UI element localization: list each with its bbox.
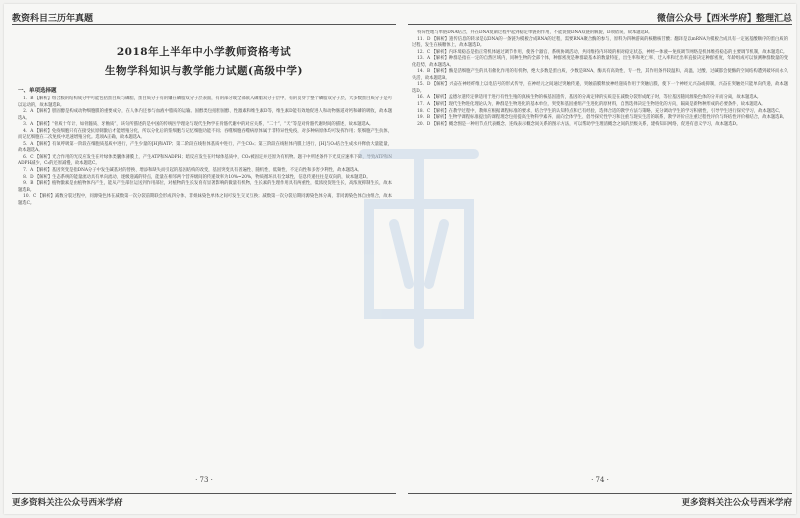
document-spread: [4, 4, 796, 514]
answer-paragraph: 12．C 【解析】内环境稳态是指正常机体通过调节作用，使各个器官、系统协调活动，共同维持内环境的相对稳定状态，神经—体液—免疫调节网络是机体维持稳态的主要调节机制，故本题选C。: [417, 49, 788, 55]
answer-paragraph: 11．D 【解析】遗传信息的转录是以DNA的一条链为模板合成RNA的过程，需要RNA聚合酶的参与，原料为四种游离的核糖核苷酸；翻译是以mRNA为模板合成具有一定氨基酸顺序的蛋白质的过程，发生在核糖体上，故本题选D。: [412, 36, 788, 49]
answer-paragraph: 2．A 【解析】胆固醇是构成动物细胞膜的重要成分，在人体内还参与血液中脂质的运输。固醇类包括胆固醇、性激素和维生素D等，维生素D能有效地促进人和动物肠道对钙和磷的吸收，故本题选A。: [18, 109, 392, 121]
left-page-number: · 73 ·: [195, 476, 213, 484]
answer-paragraph: 3．A 【解析】“骨质十年计、如骨髓质、牙釉质”，该句所描述的是中国的传统医学理论与现代生物学在骨骼代谢中的对应关系，“二十”、“天”等是对骨骼代谢时间的描述，故本题选A。: [23, 122, 374, 128]
right-page-header: [408, 10, 792, 25]
answer-paragraph: 20．D 【解析】概念图是一种用节点代表概念、连线表示概念间关系的图示方法，可以帮助学生理清概念之间的层级关系，建构知识网络，促进有意义学习，故本题选D。: [417, 121, 741, 127]
answer-paragraph: 8．D 【解析】生态系统的能量流动具有单向流动、逐级递减的特点，能量在相邻两个营养级间的传递效率为10%~20%，物质循环具有全球性，信息传递往往是双向的，故本题选D。: [23, 174, 371, 180]
left-page-header: [12, 10, 396, 25]
header-right-text: 微信公众号【西米学府】整理汇总: [656, 14, 792, 24]
exam-title-block: [12, 44, 396, 78]
footer-right-text: 更多资料关注公众号西米学府: [681, 498, 792, 508]
left-page-footer: [12, 493, 396, 508]
answer-paragraph: 7．A 【解析】基因突变是指DNA分子中发生碱基对的替换、增添和缺失而引起的基因结构的改变，基因突变具有普遍性、随机性、低频性、不定向性和多害少利性，故本题选A。: [23, 168, 362, 174]
answer-paragraph: 6．C 【解析】光合作用的光反应发生在叶绿体类囊体薄膜上，产生ATP和NADPH；暗反应发生在叶绿体基质中，CO₂被固定并还原为有机物。题干中所述条件下光反应速率下降，导致ATP和NADPH减少，C₃的还原减慢，故本题选C。: [18, 154, 392, 167]
answer-paragraph: 10．C 【解析】减数分裂过程中，同源染色体在减数第一次分裂前期联会形成四分体，非姐妹染色单体之间可发生交叉互换；减数第一次分裂后期同源染色体分离，非同源染色体自由组合，故本题选C。: [18, 194, 392, 206]
answer-paragraph: 1．B 【解析】组合膜的结构成分中可能包括蛋白质与磷脂，蛋白质分子有的镶在磷脂双分子层表面，有的部分或全部嵌入磷脂双分子层中，有的贯穿于整个磷脂双分子层，大多数蛋白质分子是可以运动的，故本题选B。: [18, 96, 392, 108]
answer-paragraph: 4．A 【解析】免疫细胞只有在接受抗原刺激后才能增殖分化，所以分化后的浆细胞与记忆细胞功能不同；吞噬细胞吞噬病原体属于非特异性免疫，对多种病原体均可发挥作用；浆细胞产生抗体，而记忆细胞在二次免疫中迅速增殖分化。选项A正确，故本题选A。: [18, 128, 392, 141]
right-page-body: [412, 30, 788, 470]
right-page-number: · 74 ·: [591, 476, 609, 484]
exam-title-line2: 生物学科知识与教学能力试题(高级中学): [105, 65, 303, 77]
answer-paragraph: 16．A 【解析】孟德尔遗传定律适用于进行有性生殖的真核生物的核基因遗传，基因的分离定律的实质是在减数分裂形成配子时，等位基因随同源染色体的分开而分离，故本题选A。: [417, 95, 762, 101]
answer-paragraph: 19．B 【解析】生物学课程标准提出的课程理念包括提高生物科学素养、面向全体学生、倡导探究性学习和注重与现实生活的联系，教学评价应注重过程性评价与终结性评价相结合，故本题选B。: [417, 115, 787, 121]
answer-paragraph: 13．A 【解析】种群是指在一定的自然区域内，同种生物的全部个体，种群密度是种群最基本的数量特征，出生率和死亡率、迁入率和迁出率直接决定种群密度，年龄组成可以预测种群数量的变化趋势，故本题选A。: [412, 56, 788, 68]
footer-left-text: 更多资料关注公众号西米学府: [12, 498, 123, 508]
answer-paragraph: 17．A 【解析】现代生物进化理论认为，种群是生物进化的基本单位，突变和基因重组产生进化的原材料，自然选择决定生物进化的方向，隔离是新物种形成的必要条件，故本题选A。: [417, 102, 766, 108]
left-page-body: [18, 96, 392, 470]
exam-title-line1: 2018年上半年中小学教师资格考试: [116, 46, 292, 58]
answer-paragraph: 特异性地与单链DNA结合，并在DNA复制过程中起到稳定单链的作用，不能促使DNA双链的解旋，D项错误，故本题选B。: [417, 30, 653, 35]
right-page-footer: [408, 493, 792, 508]
answer-paragraph: 9．B 【解析】植物激素是由植物体内产生，能从产生部位运送到作用部位，对植物的生长发育有显著影响的微量有机物，生长素的生理作用具有两重性，低浓度促进生长，高浓度抑制生长，故本题选B。: [18, 181, 392, 193]
left-page: [12, 4, 396, 514]
right-page: [408, 4, 792, 514]
answer-paragraph: 18．C 【解析】在教学过程中，教师应根据课程标准的要求，结合学生的认知特点和已有经验，选择合适的教学方法与策略，充分调动学生的学习积极性，引导学生进行探究学习，故本题选C。: [417, 108, 783, 114]
header-left-text: 教资科目三历年真题: [12, 14, 94, 24]
answer-paragraph: 15．D 【解析】兴奋在神经纤维上以电信号的形式传导，在神经元之间通过突触传递，突触前膜释放神经递质作用于突触后膜，使下一个神经元兴奋或抑制，兴奋在突触处只能单向传递，故本题选D。: [412, 82, 788, 94]
answer-paragraph: 5．A 【解析】有氧呼吸第一阶段在细胞质基质中进行，产生少量的[H]和ATP；第二阶段在线粒体基质中进行，产生CO₂；第三阶段在线粒体内膜上进行，[H]与O₂结合生成水并释放大量能量，故本题选A。: [18, 141, 392, 154]
section-heading: 一、单项选择题: [18, 88, 57, 94]
answer-paragraph: 14．B 【解析】酶是活细胞产生的具有催化作用的有机物，绝大多数是蛋白质，少数是RNA，酶具有高效性、专一性，其作用条件较温和，高温、过酸、过碱都会使酶的空间结构遭到破坏而永久失活，故本题选B。: [412, 69, 788, 81]
